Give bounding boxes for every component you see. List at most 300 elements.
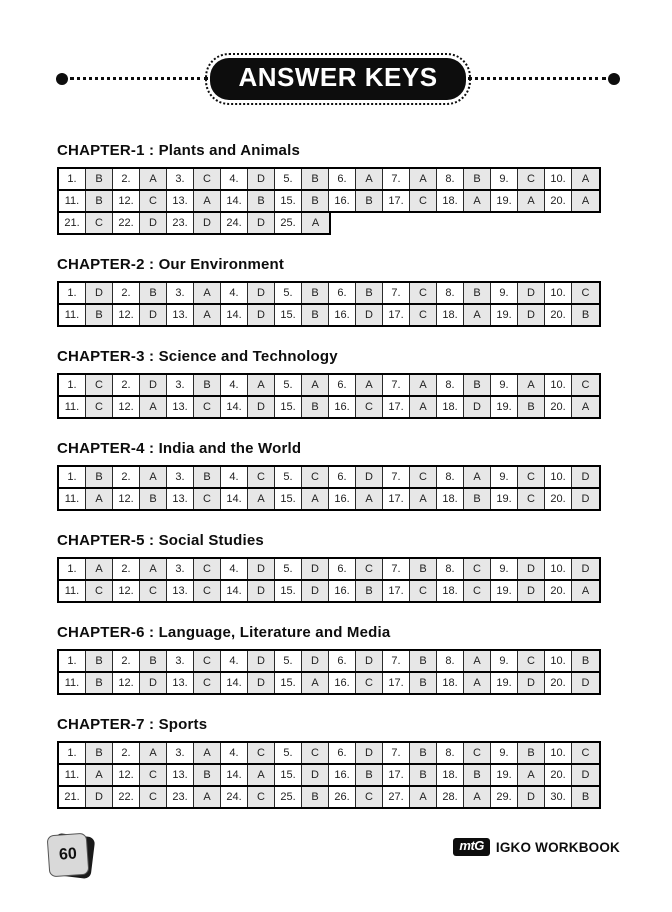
question-number-cell: 15.: [275, 305, 302, 325]
answer-cell: A: [194, 305, 221, 325]
question-number-cell: 6.: [329, 467, 356, 487]
left-dotted-line: [70, 77, 208, 80]
question-number-cell: 22.: [113, 213, 140, 233]
answer-row: [57, 395, 601, 419]
answer-cell: C: [302, 743, 329, 763]
question-number-cell: 18.: [437, 765, 464, 785]
chapter-section: [57, 142, 619, 235]
chapter-title: CHAPTER-6 : Language, Literature and Media: [57, 624, 391, 641]
question-number-cell: 16.: [329, 397, 356, 417]
answer-cell: A: [464, 305, 491, 325]
question-number-cell: 11.: [59, 489, 86, 509]
answer-cell: A: [464, 787, 491, 807]
chapter-section: [57, 348, 619, 419]
question-number-cell: 15.: [275, 397, 302, 417]
answer-cell: A: [248, 489, 275, 509]
chapter-title: CHAPTER-3 : Science and Technology: [57, 348, 338, 365]
answer-cell: B: [302, 397, 329, 417]
question-number-cell: 1.: [59, 743, 86, 763]
answer-cell: C: [572, 283, 599, 303]
question-number-cell: 20.: [545, 673, 572, 693]
answer-cell: C: [86, 213, 113, 233]
answer-row: [57, 741, 601, 765]
chapter-section: [57, 716, 619, 809]
question-number-cell: 16.: [329, 673, 356, 693]
question-number-cell: 25.: [275, 213, 302, 233]
question-number-cell: 13.: [167, 397, 194, 417]
answer-cell: A: [248, 765, 275, 785]
answer-cell: D: [572, 467, 599, 487]
answer-table: [57, 373, 601, 419]
answer-cell: B: [140, 489, 167, 509]
question-number-cell: 15.: [275, 489, 302, 509]
question-number-cell: 21.: [59, 213, 86, 233]
footer-branding: [453, 838, 620, 856]
answer-cell: B: [86, 169, 113, 189]
answer-cell: B: [248, 191, 275, 211]
answer-cell: A: [140, 397, 167, 417]
page-header: [56, 58, 620, 100]
question-number-cell: 6.: [329, 375, 356, 395]
question-number-cell: 1.: [59, 283, 86, 303]
answer-cell: A: [518, 765, 545, 785]
answer-cell: B: [518, 743, 545, 763]
answer-cell: B: [464, 489, 491, 509]
question-number-cell: 4.: [221, 559, 248, 579]
answer-cell: D: [572, 673, 599, 693]
question-number-cell: 7.: [383, 283, 410, 303]
page-number: 60: [47, 833, 90, 878]
question-number-cell: 21.: [59, 787, 86, 807]
question-number-cell: 16.: [329, 765, 356, 785]
answer-cell: B: [302, 787, 329, 807]
answer-cell: A: [302, 673, 329, 693]
question-number-cell: 2.: [113, 283, 140, 303]
answer-cell: A: [356, 489, 383, 509]
question-number-cell: 10.: [545, 375, 572, 395]
question-number-cell: 1.: [59, 169, 86, 189]
question-number-cell: 4.: [221, 467, 248, 487]
answer-cell: C: [140, 581, 167, 601]
answer-cell: A: [140, 559, 167, 579]
question-number-cell: 2.: [113, 651, 140, 671]
answer-cell: D: [248, 283, 275, 303]
answer-cell: A: [356, 169, 383, 189]
answer-cell: A: [140, 467, 167, 487]
answer-cell: D: [572, 559, 599, 579]
question-number-cell: 10.: [545, 743, 572, 763]
answer-cell: D: [248, 581, 275, 601]
answer-cell: C: [518, 467, 545, 487]
answer-table: [57, 557, 601, 603]
answer-table: [57, 741, 601, 809]
question-number-cell: 11.: [59, 673, 86, 693]
question-number-cell: 9.: [491, 169, 518, 189]
answer-cell: C: [140, 787, 167, 807]
answer-cell: A: [356, 375, 383, 395]
answer-row: [57, 167, 601, 191]
chapter-section: [57, 624, 619, 695]
answer-cell: D: [518, 787, 545, 807]
answer-cell: A: [194, 787, 221, 807]
question-number-cell: 6.: [329, 651, 356, 671]
question-number-cell: 11.: [59, 191, 86, 211]
question-number-cell: 2.: [113, 467, 140, 487]
question-number-cell: 6.: [329, 283, 356, 303]
answer-cell: A: [464, 191, 491, 211]
question-number-cell: 14.: [221, 489, 248, 509]
answer-cell: B: [302, 305, 329, 325]
answer-cell: D: [356, 651, 383, 671]
answer-table: [57, 281, 601, 327]
answer-row: [57, 465, 601, 489]
chapters: [57, 142, 619, 830]
chapter-title: CHAPTER-7 : Sports: [57, 716, 208, 733]
answer-cell: A: [86, 765, 113, 785]
question-number-cell: 7.: [383, 375, 410, 395]
answer-cell: A: [194, 743, 221, 763]
answer-cell: C: [248, 743, 275, 763]
question-number-cell: 18.: [437, 397, 464, 417]
answer-cell: A: [140, 743, 167, 763]
question-number-cell: 3.: [167, 169, 194, 189]
page-number-badge: [48, 832, 94, 878]
question-number-cell: 4.: [221, 169, 248, 189]
answer-cell: B: [194, 375, 221, 395]
answer-row: [57, 303, 601, 327]
answer-row: [57, 281, 601, 305]
question-number-cell: 6.: [329, 169, 356, 189]
question-number-cell: 15.: [275, 765, 302, 785]
answer-cell: C: [194, 489, 221, 509]
left-end-dot-icon: [56, 73, 68, 85]
answer-cell: D: [86, 283, 113, 303]
question-number-cell: 17.: [383, 397, 410, 417]
answer-cell: D: [302, 651, 329, 671]
question-number-cell: 7.: [383, 651, 410, 671]
answer-cell: A: [518, 191, 545, 211]
question-number-cell: 8.: [437, 169, 464, 189]
question-number-cell: 13.: [167, 191, 194, 211]
answer-cell: B: [410, 743, 437, 763]
page-title: ANSWER KEYS: [210, 58, 465, 100]
right-end-dot-icon: [608, 73, 620, 85]
question-number-cell: 19.: [491, 397, 518, 417]
question-number-cell: 15.: [275, 581, 302, 601]
answer-cell: A: [572, 581, 599, 601]
chapter-title: CHAPTER-5 : Social Studies: [57, 532, 264, 549]
chapter-section: [57, 256, 619, 327]
answer-cell: D: [140, 305, 167, 325]
answer-cell: B: [572, 305, 599, 325]
question-number-cell: 17.: [383, 765, 410, 785]
question-number-cell: 11.: [59, 581, 86, 601]
answer-cell: D: [302, 765, 329, 785]
question-number-cell: 22.: [113, 787, 140, 807]
answer-cell: B: [464, 283, 491, 303]
answer-cell: B: [86, 191, 113, 211]
question-number-cell: 7.: [383, 467, 410, 487]
question-number-cell: 17.: [383, 673, 410, 693]
answer-cell: C: [518, 651, 545, 671]
question-number-cell: 29.: [491, 787, 518, 807]
question-number-cell: 19.: [491, 305, 518, 325]
chapter-section: [57, 440, 619, 511]
question-number-cell: 6.: [329, 743, 356, 763]
answer-cell: D: [248, 213, 275, 233]
answer-cell: B: [518, 397, 545, 417]
question-number-cell: 19.: [491, 765, 518, 785]
answer-cell: A: [464, 651, 491, 671]
answer-row: [57, 785, 601, 809]
question-number-cell: 24.: [221, 787, 248, 807]
question-number-cell: 4.: [221, 651, 248, 671]
question-number-cell: 20.: [545, 489, 572, 509]
question-number-cell: 2.: [113, 559, 140, 579]
answer-cell: A: [140, 169, 167, 189]
answer-cell: D: [248, 397, 275, 417]
answer-cell: C: [248, 787, 275, 807]
answer-cell: A: [518, 375, 545, 395]
question-number-cell: 17.: [383, 581, 410, 601]
answer-cell: D: [140, 213, 167, 233]
answer-cell: D: [248, 305, 275, 325]
question-number-cell: 13.: [167, 489, 194, 509]
answer-cell: C: [410, 283, 437, 303]
answer-cell: A: [302, 213, 329, 233]
question-number-cell: 14.: [221, 397, 248, 417]
question-number-cell: 3.: [167, 283, 194, 303]
answer-cell: C: [194, 397, 221, 417]
question-number-cell: 13.: [167, 305, 194, 325]
question-number-cell: 18.: [437, 191, 464, 211]
question-number-cell: 14.: [221, 765, 248, 785]
question-number-cell: 8.: [437, 375, 464, 395]
question-number-cell: 10.: [545, 169, 572, 189]
chapter-title: CHAPTER-1 : Plants and Animals: [57, 142, 300, 159]
question-number-cell: 10.: [545, 651, 572, 671]
question-number-cell: 18.: [437, 581, 464, 601]
question-number-cell: 17.: [383, 489, 410, 509]
question-number-cell: 14.: [221, 305, 248, 325]
question-number-cell: 12.: [113, 581, 140, 601]
question-number-cell: 20.: [545, 397, 572, 417]
question-number-cell: 3.: [167, 375, 194, 395]
answer-cell: B: [194, 765, 221, 785]
question-number-cell: 26.: [329, 787, 356, 807]
answer-cell: C: [356, 397, 383, 417]
question-number-cell: 5.: [275, 559, 302, 579]
answer-cell: D: [464, 397, 491, 417]
question-number-cell: 9.: [491, 651, 518, 671]
chapter-title: CHAPTER-4 : India and the World: [57, 440, 302, 457]
answer-row: [57, 189, 601, 213]
question-number-cell: 13.: [167, 673, 194, 693]
question-number-cell: 18.: [437, 673, 464, 693]
answer-cell: D: [572, 489, 599, 509]
answer-table: [57, 649, 601, 695]
question-number-cell: 5.: [275, 169, 302, 189]
answer-cell: A: [194, 191, 221, 211]
answer-cell: A: [464, 467, 491, 487]
answer-cell: D: [248, 673, 275, 693]
answer-cell: D: [356, 743, 383, 763]
question-number-cell: 12.: [113, 397, 140, 417]
question-number-cell: 3.: [167, 559, 194, 579]
question-number-cell: 28.: [437, 787, 464, 807]
answer-cell: C: [86, 581, 113, 601]
answer-cell: B: [356, 283, 383, 303]
answer-cell: B: [86, 305, 113, 325]
answer-cell: C: [356, 673, 383, 693]
question-number-cell: 14.: [221, 191, 248, 211]
mtg-logo: mtG: [453, 838, 490, 856]
answer-cell: A: [86, 489, 113, 509]
question-number-cell: 9.: [491, 559, 518, 579]
question-number-cell: 14.: [221, 673, 248, 693]
question-number-cell: 19.: [491, 191, 518, 211]
answer-cell: C: [248, 467, 275, 487]
answer-cell: C: [518, 489, 545, 509]
question-number-cell: 12.: [113, 765, 140, 785]
question-number-cell: 8.: [437, 283, 464, 303]
question-number-cell: 5.: [275, 743, 302, 763]
question-number-cell: 24.: [221, 213, 248, 233]
answer-cell: B: [356, 581, 383, 601]
question-number-cell: 20.: [545, 765, 572, 785]
chapter-section: [57, 532, 619, 603]
question-number-cell: 8.: [437, 651, 464, 671]
question-number-cell: 23.: [167, 787, 194, 807]
answer-cell: D: [302, 581, 329, 601]
answer-cell: D: [302, 559, 329, 579]
question-number-cell: 5.: [275, 651, 302, 671]
answer-cell: C: [194, 559, 221, 579]
answer-cell: C: [464, 559, 491, 579]
answer-cell: B: [410, 673, 437, 693]
answer-row: [57, 487, 601, 511]
question-number-cell: 9.: [491, 467, 518, 487]
answer-cell: A: [464, 673, 491, 693]
question-number-cell: 3.: [167, 651, 194, 671]
book-title: IGKO WORKBOOK: [495, 839, 620, 855]
answer-cell: D: [518, 581, 545, 601]
answer-cell: A: [248, 375, 275, 395]
answer-cell: C: [302, 467, 329, 487]
question-number-cell: 14.: [221, 581, 248, 601]
question-number-cell: 11.: [59, 765, 86, 785]
answer-cell: B: [86, 673, 113, 693]
answer-cell: C: [464, 743, 491, 763]
answer-cell: D: [248, 651, 275, 671]
answer-cell: D: [248, 169, 275, 189]
question-number-cell: 15.: [275, 673, 302, 693]
answer-cell: D: [194, 213, 221, 233]
answer-cell: A: [410, 375, 437, 395]
answer-cell: C: [410, 305, 437, 325]
question-number-cell: 11.: [59, 305, 86, 325]
answer-cell: D: [518, 305, 545, 325]
question-number-cell: 20.: [545, 191, 572, 211]
answer-cell: C: [86, 397, 113, 417]
answer-cell: C: [140, 765, 167, 785]
answer-cell: A: [194, 283, 221, 303]
question-number-cell: 5.: [275, 283, 302, 303]
answer-cell: B: [86, 651, 113, 671]
question-number-cell: 20.: [545, 581, 572, 601]
question-number-cell: 9.: [491, 283, 518, 303]
answer-row: [57, 579, 601, 603]
answer-cell: A: [302, 375, 329, 395]
question-number-cell: 4.: [221, 283, 248, 303]
question-number-cell: 10.: [545, 283, 572, 303]
question-number-cell: 7.: [383, 743, 410, 763]
question-number-cell: 16.: [329, 191, 356, 211]
answer-cell: C: [572, 743, 599, 763]
answer-row: [57, 763, 601, 787]
answer-cell: A: [410, 489, 437, 509]
answer-cell: C: [572, 375, 599, 395]
answer-row: [57, 557, 601, 581]
question-number-cell: 4.: [221, 743, 248, 763]
question-number-cell: 5.: [275, 467, 302, 487]
question-number-cell: 7.: [383, 169, 410, 189]
question-number-cell: 9.: [491, 743, 518, 763]
answer-cell: A: [410, 169, 437, 189]
question-number-cell: 10.: [545, 467, 572, 487]
answer-cell: B: [302, 169, 329, 189]
question-number-cell: 8.: [437, 467, 464, 487]
question-number-cell: 18.: [437, 305, 464, 325]
question-number-cell: 15.: [275, 191, 302, 211]
answer-cell: B: [86, 743, 113, 763]
question-number-cell: 19.: [491, 673, 518, 693]
answer-cell: D: [140, 375, 167, 395]
answer-cell: D: [140, 673, 167, 693]
answer-cell: B: [464, 169, 491, 189]
answer-cell: A: [572, 191, 599, 211]
question-number-cell: 17.: [383, 305, 410, 325]
question-number-cell: 12.: [113, 191, 140, 211]
answer-table: [57, 465, 601, 511]
answer-cell: C: [410, 581, 437, 601]
answer-cell: B: [356, 765, 383, 785]
question-number-cell: 27.: [383, 787, 410, 807]
question-number-cell: 8.: [437, 559, 464, 579]
answer-row: [57, 373, 601, 397]
question-number-cell: 7.: [383, 559, 410, 579]
question-number-cell: 16.: [329, 581, 356, 601]
answer-cell: C: [194, 581, 221, 601]
question-number-cell: 19.: [491, 581, 518, 601]
answer-cell: B: [464, 765, 491, 785]
answer-cell: A: [572, 397, 599, 417]
answer-cell: B: [140, 651, 167, 671]
answer-cell: A: [410, 397, 437, 417]
answer-cell: D: [86, 787, 113, 807]
answer-cell: C: [194, 673, 221, 693]
question-number-cell: 18.: [437, 489, 464, 509]
question-number-cell: 5.: [275, 375, 302, 395]
answer-cell: B: [572, 651, 599, 671]
question-number-cell: 11.: [59, 397, 86, 417]
question-number-cell: 16.: [329, 305, 356, 325]
answer-cell: D: [518, 559, 545, 579]
answer-cell: D: [248, 559, 275, 579]
question-number-cell: 23.: [167, 213, 194, 233]
answer-cell: B: [140, 283, 167, 303]
answer-cell: D: [356, 467, 383, 487]
